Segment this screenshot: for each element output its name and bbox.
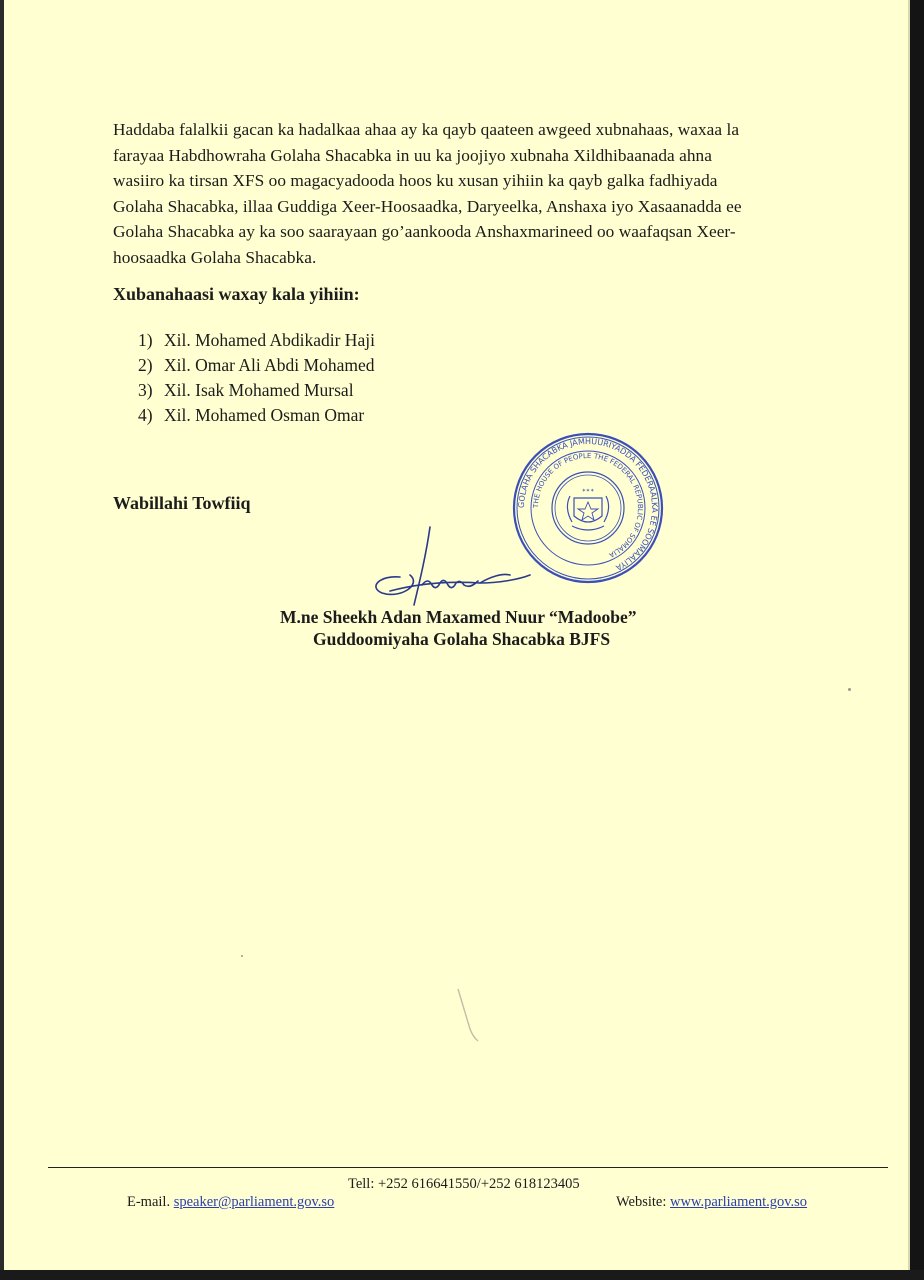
list-item xyxy=(138,378,375,403)
signatory-name: M.ne Sheekh Adan Maxamed Nuur “Madoobe” xyxy=(280,607,637,627)
footer-email xyxy=(127,1194,334,1211)
body-line: Golaha Shacabka ay ka soo saarayaan go’aankooda Anshaxmarineed oo waafaqsan Xeer- xyxy=(113,222,736,242)
scan-speck xyxy=(848,688,851,691)
emblem-icon xyxy=(567,496,608,530)
list-number: 3) xyxy=(138,380,153,400)
member-name: Xil. Mohamed Abdikadir Haji xyxy=(164,330,375,350)
page-frame-right xyxy=(910,0,924,1280)
scan-speck xyxy=(241,955,243,957)
list-number: 1) xyxy=(138,330,153,350)
email-label: E-mail. xyxy=(127,1194,174,1210)
member-name: Xil. Isak Mohamed Mursal xyxy=(164,380,354,400)
member-name: Xil. Mohamed Osman Omar xyxy=(164,405,365,425)
page-frame-left xyxy=(0,0,4,1280)
website-label: Website: xyxy=(616,1194,670,1210)
footer-divider xyxy=(48,1167,888,1168)
body-line: Golaha Shacabka, illaa Guddiga Xeer-Hoosaadka, Daryeelka, Anshaxa iyo Xasaanadda ee xyxy=(113,196,742,216)
seal-outer-text: GOLAHA SHACABKA JAMHUURIYADDA FEDERAALKA EE SOOMAALIYA xyxy=(516,436,660,573)
closing-line: Wabillahi Towfiiq xyxy=(113,493,251,513)
list-number: 2) xyxy=(138,355,153,375)
list-item xyxy=(138,328,375,353)
list-number: 4) xyxy=(138,405,153,425)
page-frame-bottom xyxy=(0,1270,924,1280)
members-list xyxy=(138,328,375,428)
member-name: Xil. Omar Ali Abdi Mohamed xyxy=(164,355,375,375)
email-link[interactable]: speaker@parliament.gov.so xyxy=(173,1194,335,1210)
footer-phone: Tell: +252 616641550/+252 618123405 xyxy=(348,1176,580,1192)
body-line: farayaa Habdhowraha Golaha Shacabka in uu ka joojiyo xubnaha Xildhibaanada ahna xyxy=(113,145,712,165)
website-link[interactable]: www.parliament.gov.so xyxy=(670,1194,808,1210)
body-line: Haddaba falalkii gacan ka hadalkaa ahaa ay ka qayb qaateen awgeed xubnahaas, waxaa la xyxy=(113,120,740,139)
list-item xyxy=(138,353,375,378)
list-item xyxy=(138,403,375,428)
body-line: wasiiro ka tirsan XFS oo magacyadooda hoos ku xusan yihiin ka qayb galka fadhiyada xyxy=(113,171,718,191)
scan-mark xyxy=(454,985,484,1045)
body-line: hoosaadka Golaha Shacabka. xyxy=(113,247,317,267)
signatory-title: Guddoomiyaha Golaha Shacabka BJFS xyxy=(313,629,611,649)
footer-website xyxy=(616,1194,807,1211)
seal-mark: ✶✶✶ xyxy=(581,488,595,494)
body-paragraph xyxy=(113,117,836,271)
members-heading: Xubanahaasi waxay kala yihiin: xyxy=(113,284,360,304)
seal-inner-text: THE HOUSE OF PEOPLE THE FEDERAL REPUBLIC OF SOMALIA xyxy=(531,451,645,559)
